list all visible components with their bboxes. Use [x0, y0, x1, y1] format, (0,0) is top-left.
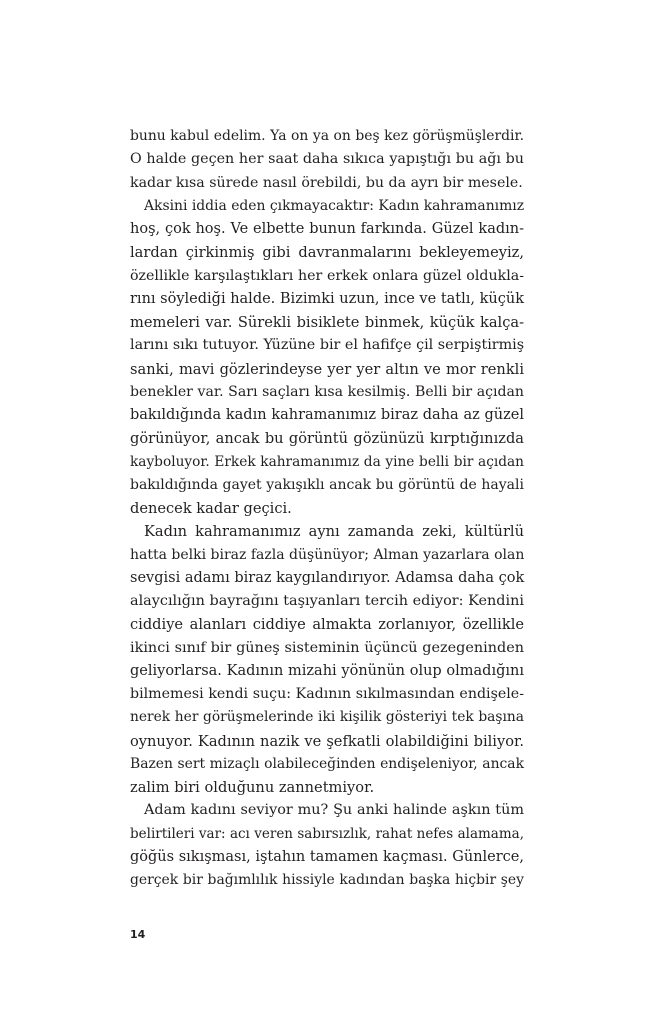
text-line: denecek kadar geçici. [130, 500, 292, 517]
body-text [130, 125, 524, 892]
text-line: Kadın kahramanımız aynı zamanda zeki, kültürlü [144, 523, 524, 541]
text-line: memeleri var. Sürekli bisiklete binmek, küçük kalça- [130, 314, 524, 331]
text-line: geliyorlarsa. Kadının mizahi yönünün olup olmadığını [130, 662, 524, 679]
text-line: O halde geçen her saat daha sıkıca yapıştığı bu ağı bu [130, 151, 524, 168]
text-line: kadar kısa sürede nasıl örebildi, bu da ayrı bir mesele. [130, 174, 523, 191]
text-line: bakıldığında kadın kahramanımız biraz daha az güzel [130, 407, 524, 423]
text-line: hatta belki biraz fazla düşünüyor; Alman yazarlara olan [130, 546, 525, 563]
text-line: hoş, çok hoş. Ve elbette bunun farkında. Güzel kadın- [130, 221, 524, 237]
text-line: bunu kabul edelim. Ya on ya on beş kez görüşmüşlerdir. [130, 128, 524, 144]
text-line: özellikle karşılaştıkları her erkek onlara güzel oldukla- [130, 267, 524, 284]
page-number: 14 [130, 928, 146, 941]
text-line: larını sıkı tutuyor. Yüzüne bir el hafifçe çil serpiştirmiş [130, 337, 525, 354]
text-line: lardan çirkinmiş gibi davranmalarını bekleyemeyiz, [130, 244, 524, 262]
text-line: alaycılığın bayrağını taşıyanları tercih ediyor: Kendini [130, 593, 524, 609]
text-line: belirtileri var: acı veren sabırsızlık, rahat nefes alamama, [130, 825, 524, 842]
text-line: görünüyor, ancak bu görüntü gözünüzü kırptığınızda [130, 430, 524, 448]
text-line: Bazen sert mizaçlı olabileceğinden endişeleniyor, ancak [130, 755, 524, 772]
text-line: bakıldığında gayet yakışıklı ancak bu görüntü de hayali [130, 476, 524, 493]
text-line: ciddiye alanları ciddiye almakta zorlanıyor, özellikle [130, 616, 524, 634]
text-line: nerek her görüşmelerinde iki kişilik gösteriyi tek başına [130, 709, 524, 726]
text-line: bilmemesi kendi suçu: Kadının sıkılmasından endişele- [130, 686, 524, 702]
text-line: rını söylediği halde. Bizimki uzun, ince ve tatlı, küçük [130, 290, 524, 307]
text-line: göğüs sıkışması, iştahın tamamen kaçması. Günlerce, [130, 848, 524, 865]
text-line: kayboluyor. Erkek kahramanımız da yine belli bir açıdan [130, 453, 524, 470]
text-line: ikinci sınıf bir güneş sisteminin üçüncü gezegeninden [130, 639, 524, 656]
text-line: Aksini iddia eden çıkmayacaktır: Kadın kahramanımız [144, 197, 525, 214]
text-line: oynuyor. Kadının nazik ve şefkatli olabildiğini biliyor. [130, 732, 524, 750]
text-line: sevgisi adamı biraz kaygılandırıyor. Adamsa daha çok [130, 569, 525, 586]
text-line: benekler var. Sarı saçları kısa kesilmiş. Belli bir açıdan [130, 383, 524, 400]
text-line: zalim biri olduğunu zannetmiyor. [130, 779, 375, 796]
text-line: Adam kadını seviyor mu? Şu anki halinde aşkın tüm [144, 802, 524, 819]
text-line: gerçek bir bağımlılık hissiyle kadından başka hiçbir şey [130, 872, 524, 888]
text-line: sanki, mavi gözlerindeyse yer yer altın ve mor renkli [130, 360, 524, 378]
